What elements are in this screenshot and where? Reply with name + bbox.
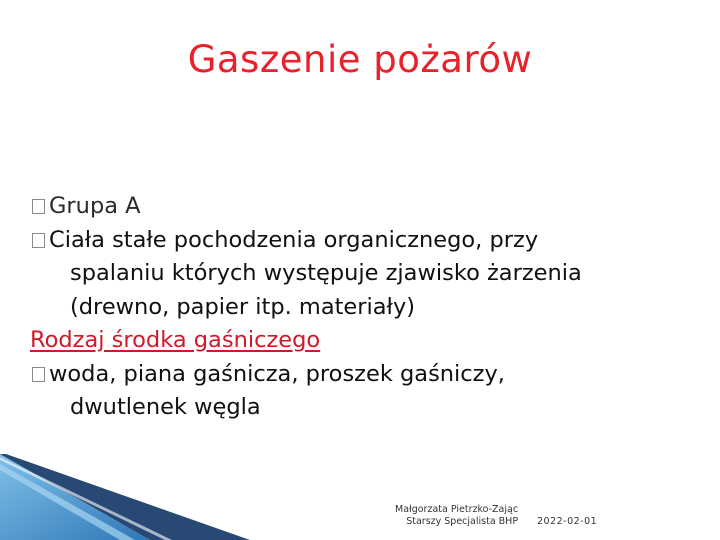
list-item-group xyxy=(30,190,710,224)
checkbox-bullet-icon xyxy=(32,199,45,214)
agent-heading-link[interactable]: Rodzaj środka gaśniczego xyxy=(30,327,321,353)
agent-heading-row xyxy=(30,324,710,358)
corner-decoration xyxy=(0,440,720,540)
checkbox-bullet-icon xyxy=(32,233,45,248)
list-item-agents xyxy=(30,358,710,392)
footer-author-block xyxy=(395,504,518,528)
footer-author: Małgorzata Pietrzko-Zając xyxy=(395,504,519,515)
solids-line-2: spalaniu których występuje zjawisko żarzenia xyxy=(70,260,582,286)
agents-line-1: woda, piana gaśnicza, proszek gaśniczy, xyxy=(49,360,505,387)
footer-role: Starszy Specjalista BHP xyxy=(406,516,519,527)
footer-date: 2022-02-01 xyxy=(537,516,598,527)
solids-line-1: Ciała stałe pochodzenia organicznego, przy xyxy=(49,226,539,253)
checkbox-bullet-icon xyxy=(32,367,45,382)
slide-body xyxy=(30,190,710,425)
group-label: Grupa A xyxy=(49,193,141,219)
agents-line-2: dwutlenek węgla xyxy=(70,394,261,420)
slide-title: Gaszenie pożarów xyxy=(187,38,533,81)
solids-line-3: (drewno, papier itp. materiały) xyxy=(70,293,416,320)
list-item-solids xyxy=(30,224,710,258)
